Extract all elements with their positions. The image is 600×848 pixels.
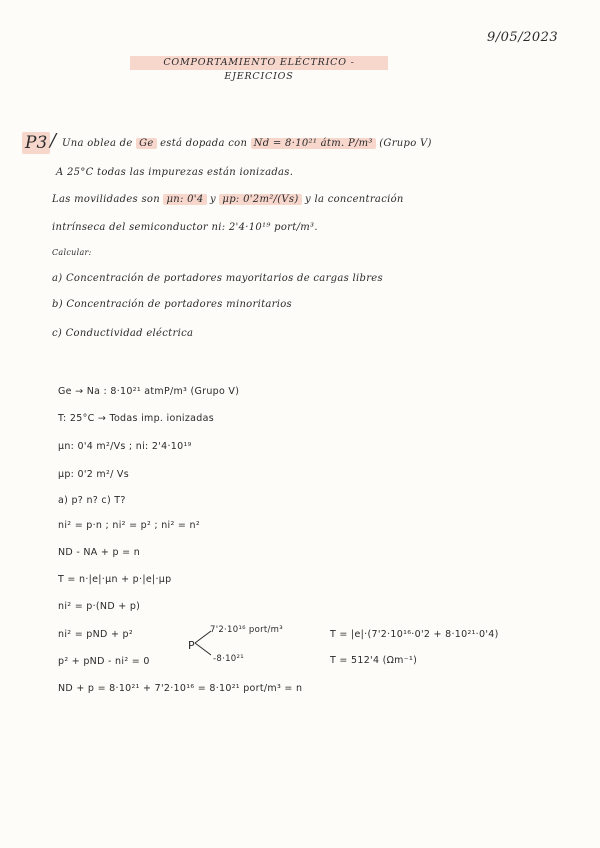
item-c: c) Conductividad eléctrica bbox=[52, 328, 194, 339]
solution-line: ni² = p·(ND + p) bbox=[58, 601, 141, 612]
calc-label: Calcular: bbox=[52, 248, 92, 257]
problem-statement: Una oblea de Ge está dopada con Nd = 8·10²¹ átm. P/m³ (Grupo V) bbox=[62, 138, 432, 149]
solution-line: ND + p = 8·10²¹ + 7'2·10¹⁶ = 8·10²¹ port/m³ = n bbox=[58, 683, 303, 694]
solution-line: a) p? n? c) T? bbox=[58, 495, 126, 506]
problem-number: P3 bbox=[22, 132, 50, 154]
material-highlight: Ge bbox=[136, 138, 157, 149]
conductivity-formula: T = |e|·(7'2·10¹⁶·0'2 + 8·10²¹·0'4) bbox=[330, 629, 499, 640]
statement-line-4: intrínseca del semiconductor ni: 2'4·10¹⁹ port/m³. bbox=[52, 222, 318, 233]
statement-line-2: A 25°C todas las impurezas están ionizadas. bbox=[56, 167, 294, 178]
solution-line: Ge → Na : 8·10²¹ atmP/m³ (Grupo V) bbox=[58, 386, 240, 397]
solution-line: ND - NA + p = n bbox=[58, 547, 141, 558]
solution-line: ni² = pND + p² bbox=[58, 629, 133, 640]
doping-highlight: Nd = 8·10²¹ átm. P/m³ bbox=[251, 138, 376, 149]
solution-line: μn: 0'4 m²/Vs ; ni: 2'4·10¹⁹ bbox=[58, 441, 192, 452]
mobility-n-highlight: μn: 0'4 bbox=[163, 194, 206, 205]
branch-p: P bbox=[188, 639, 195, 652]
mobility-p-highlight: μp: 0'2m²/(Vs) bbox=[219, 194, 301, 205]
solution-line: T: 25°C → Todas imp. ionizadas bbox=[58, 413, 214, 424]
branch-bottom: -8·10²¹ bbox=[213, 654, 244, 664]
problem-slash: / bbox=[50, 130, 57, 151]
solution-line: T = n·|e|·μn + p·|e|·μp bbox=[58, 574, 172, 585]
solution-line: μp: 0'2 m²/ Vs bbox=[58, 469, 129, 480]
item-b: b) Concentración de portadores minoritarios bbox=[52, 299, 292, 310]
solution-line: ni² = p·n ; ni² = p² ; ni² = n² bbox=[58, 520, 200, 531]
page-title: COMPORTAMIENTO ELÉCTRICO - EJERCICIOS bbox=[130, 56, 388, 70]
branch-top: 7'2·10¹⁶ port/m³ bbox=[210, 625, 283, 635]
solution-line: p² + pND - ni² = 0 bbox=[58, 656, 150, 667]
statement-line-3: Las movilidades son μn: 0'4 y μp: 0'2m²/(Vs) y la concentración bbox=[52, 194, 404, 205]
date: 9/05/2023 bbox=[487, 30, 559, 45]
item-a: a) Concentración de portadores mayoritarios de cargas libres bbox=[52, 273, 383, 284]
conductivity-result: T = 512'4 (Ωm⁻¹) bbox=[330, 655, 418, 666]
